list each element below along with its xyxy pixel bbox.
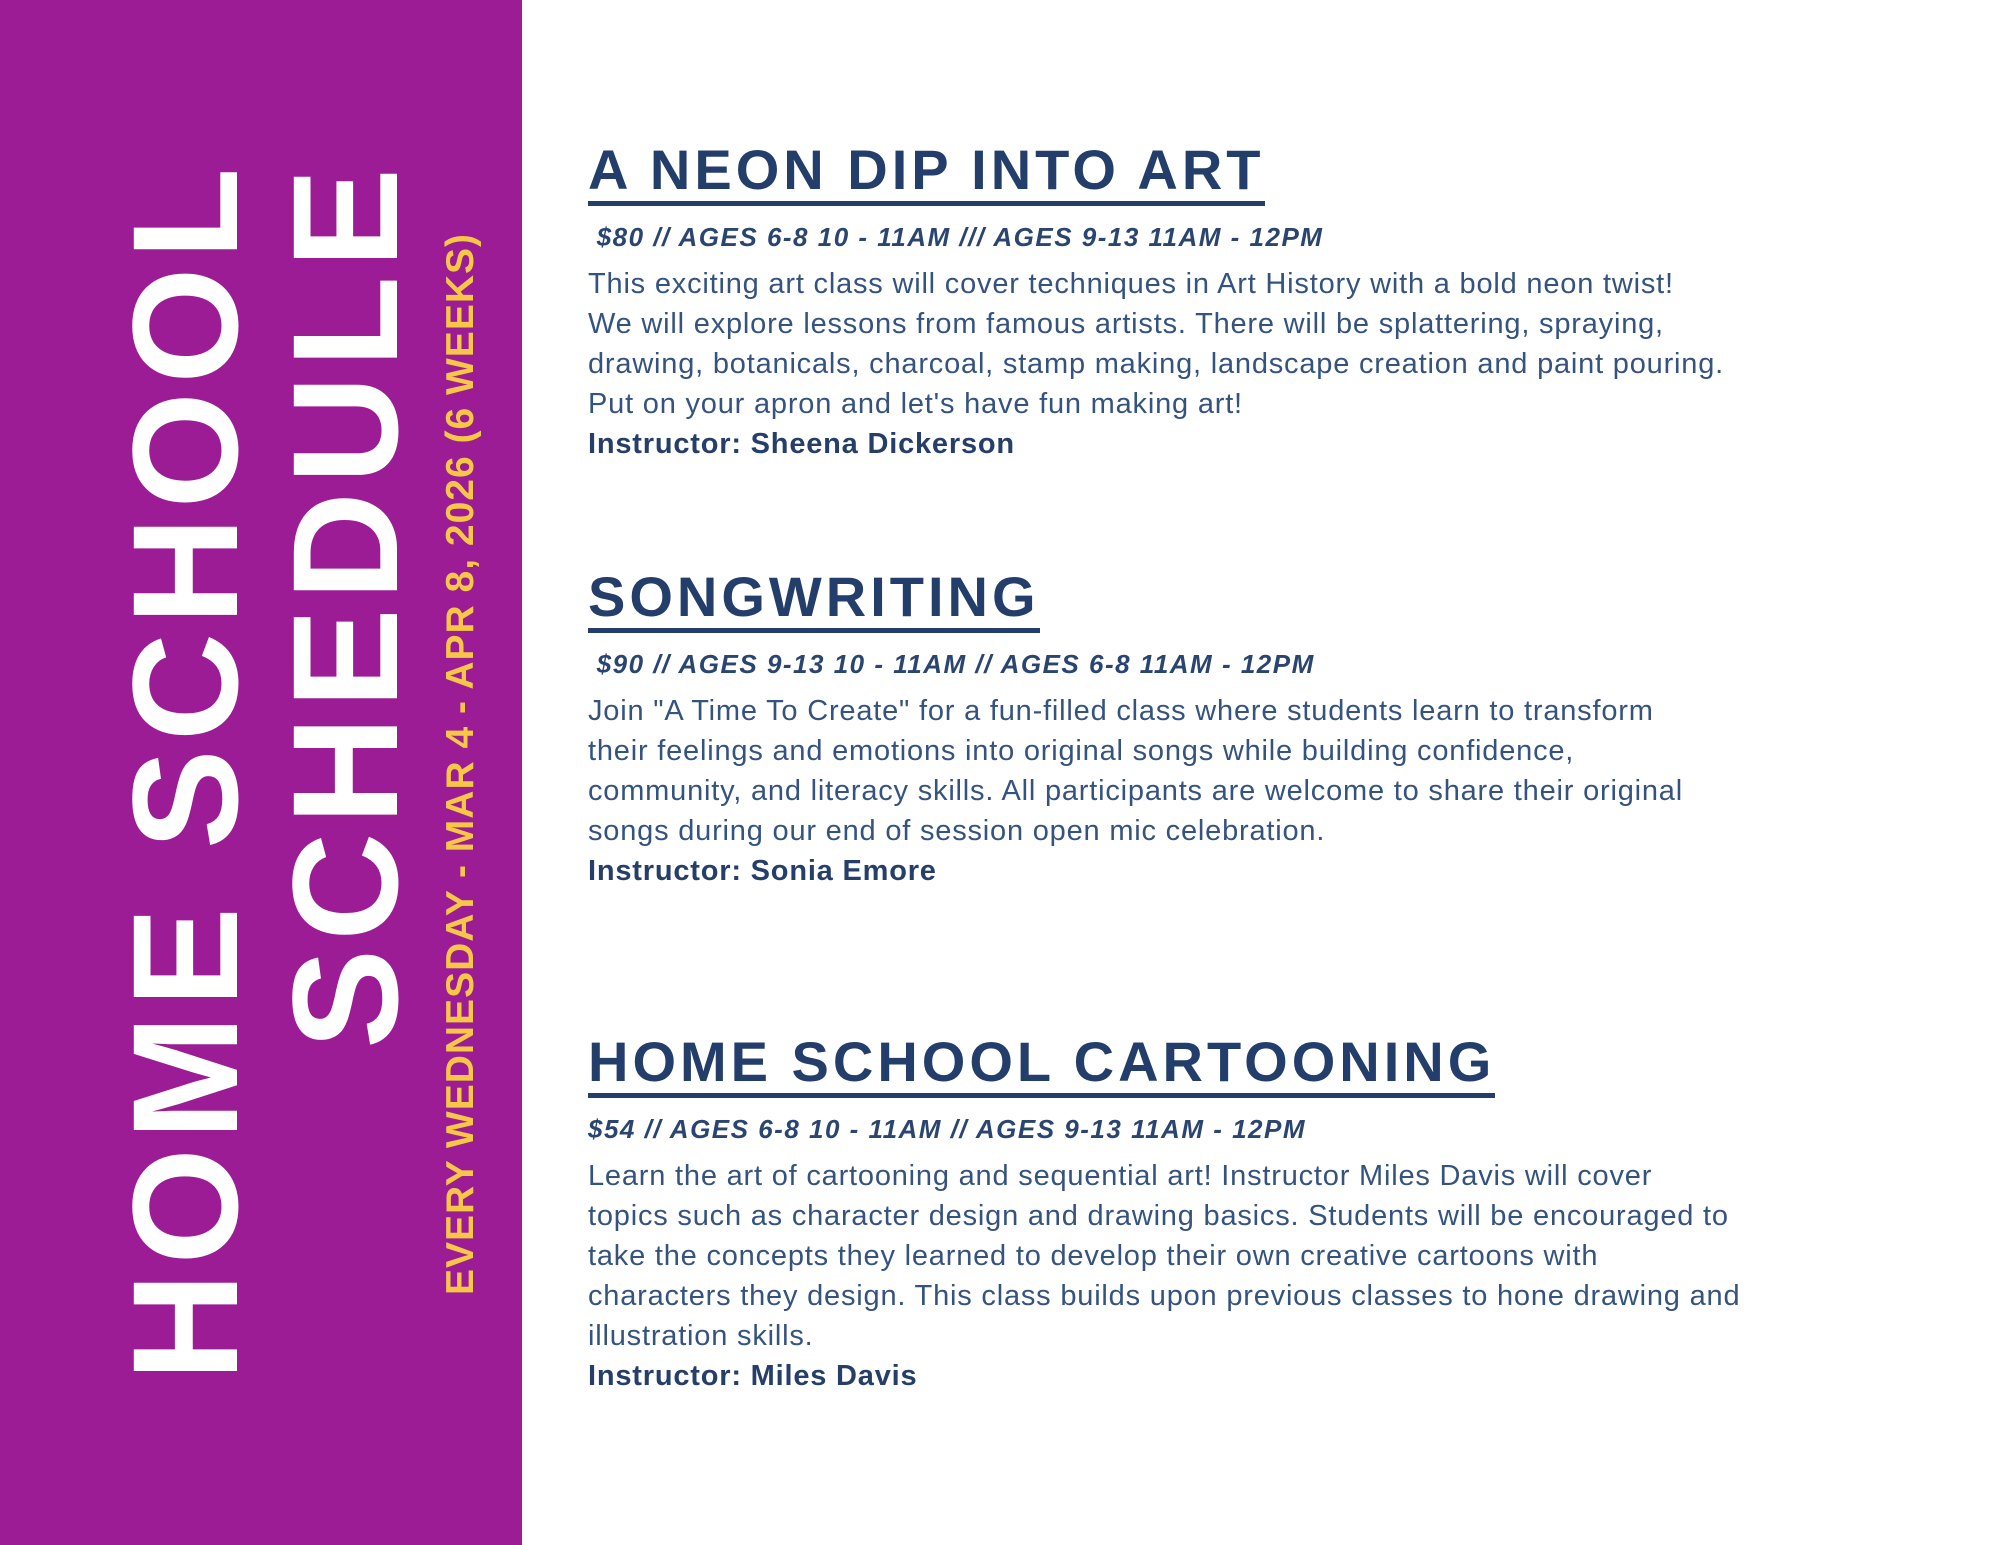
class-title: HOME SCHOOL CARTOONING [588, 1035, 1495, 1098]
class-details: $80 // AGES 6-8 10 - 11AM /// AGES 9-13 11AM - 12PM [588, 222, 1324, 252]
description-line: Learn the art of cartooning and sequential art! Instructor Miles Davis will cover [588, 1160, 1653, 1192]
description-line: Put on your apron and let's have fun making art! [588, 388, 1243, 420]
sidebar-title-line1: HOME SCHOOL [101, 159, 269, 1381]
class-description [588, 691, 1878, 851]
class-details: $90 // AGES 9-13 10 - 11AM // AGES 6-8 11AM - 12PM [588, 649, 1315, 679]
description-line: Join "A Time To Create" for a fun-filled class where students learn to transform [588, 695, 1654, 727]
description-line: characters they design. This class builds upon previous classes to hone drawing and [588, 1280, 1741, 1312]
description-line: We will explore lessons from famous artists. There will be splattering, spraying, [588, 308, 1664, 340]
class-instructor: Instructor: Sheena Dickerson [588, 428, 1015, 460]
description-line: drawing, botanicals, charcoal, stamp making, landscape creation and paint pouring. [588, 348, 1725, 380]
class-section-songwriting [588, 565, 1878, 891]
description-line: topics such as character design and drawing basics. Students will be encouraged to [588, 1200, 1729, 1232]
class-description [588, 1156, 1878, 1356]
description-line: This exciting art class will cover techniques in Art History with a bold neon twist! [588, 268, 1674, 300]
class-details: $54 // AGES 6-8 10 - 11AM // AGES 9-13 11AM - 12PM [588, 1114, 1307, 1144]
class-title: A NEON DIP INTO ART [588, 143, 1265, 206]
description-line: their feelings and emotions into original songs while building confidence, [588, 735, 1575, 767]
class-title: SONGWRITING [588, 570, 1040, 633]
description-line: take the concepts they learned to develop their own creative cartoons with [588, 1240, 1599, 1272]
sidebar-title-line2: SCHEDULE [261, 159, 429, 1049]
sidebar-panel [0, 0, 522, 1545]
class-section-neon-dip [588, 138, 1878, 464]
description-line: community, and literacy skills. All participants are welcome to share their original [588, 775, 1683, 807]
class-instructor: Instructor: Miles Davis [588, 1360, 918, 1392]
description-line: songs during our end of session open mic celebration. [588, 815, 1326, 847]
description-line: illustration skills. [588, 1320, 814, 1352]
class-instructor: Instructor: Sonia Emore [588, 855, 937, 887]
sidebar-schedule-note: EVERY WEDNESDAY - MAR 4 - APR 8, 2026 (6 WEEKS) [439, 233, 482, 1295]
class-section-cartooning [588, 1030, 1878, 1396]
class-description [588, 264, 1878, 424]
